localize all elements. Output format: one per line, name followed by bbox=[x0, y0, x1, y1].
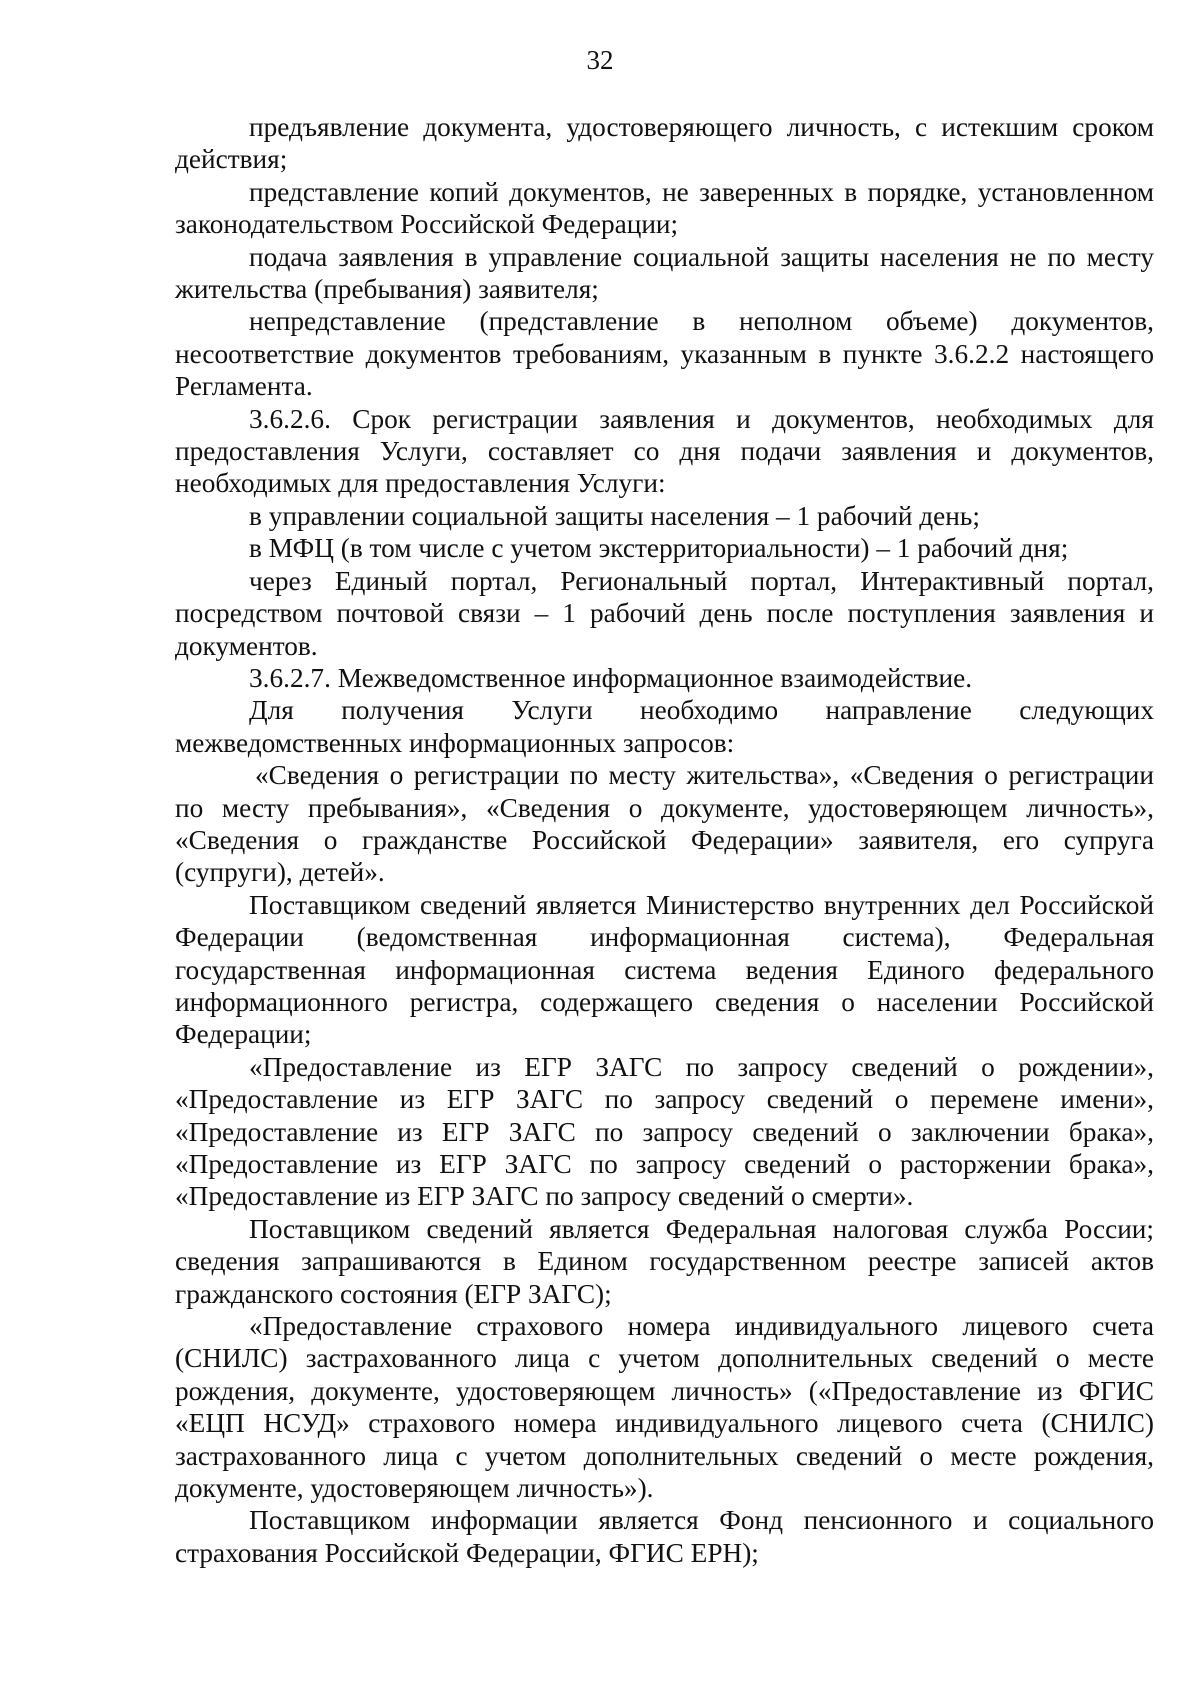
paragraph: «Сведения о регистрации по месту жительства», «Сведения о регистрации по месту пребывания», «Сведения о документе, удостоверяющем личность», «Сведения о гражданстве Российской Федерации» заявителя, его супруга (супруги), детей». bbox=[175, 760, 1154, 888]
paragraph: предъявление документа, удостоверяющего личность, с истекшим сроком действия; bbox=[175, 112, 1154, 175]
page-number: 32 bbox=[586, 45, 614, 75]
paragraph: Поставщиком информации является Фонд пенсионного и социального страхования Российской Федерации, ФГИС ЕРН); bbox=[175, 1505, 1154, 1568]
paragraph: «Предоставление страхового номера индивидуального лицевого счета (СНИЛС) застрахованного лица с учетом дополнительных сведений о месте рождения, документе, удостоверяющем личность» («Предоставление из ФГИС «ЕЦП НСУД» страхового номера индивидуального лицевого счета (СНИЛС) застрахованного лица с учетом дополнительных сведений о месте рождения, документе, удостоверяющем личность»). bbox=[175, 1311, 1154, 1504]
paragraph: «Предоставление из ЕГР ЗАГС по запросу сведений о рождении», «Предоставление из ЕГР ЗАГС по запросу сведений о перемене имени», «Предоставление из ЕГР ЗАГС по запросу сведений о заключении брака», «Предоставление из ЕГР ЗАГС по запросу сведений о расторжении брака», «Предоставление из ЕГР ЗАГС по запросу сведений о смерти». bbox=[175, 1051, 1154, 1212]
paragraph: 3.6.2.7. Межведомственное информационное взаимодействие. bbox=[249, 662, 973, 693]
paragraph: через Единый портал, Региональный портал, Интерактивный портал, посредством почтовой связи – 1 рабочий день после поступления заявления и документов. bbox=[175, 565, 1154, 661]
paragraph: Поставщиком сведений является Федеральная налоговая служба России; сведения запрашиваются в Едином государственном реестре записей актов гражданского состояния (ЕГР ЗАГС); bbox=[175, 1213, 1154, 1309]
paragraph: в управлении социальной защиты населения – 1 рабочий день; bbox=[249, 500, 980, 531]
paragraph: Поставщиком сведений является Министерство внутренних дел Российской Федерации (ведомственная информационная система), Федеральная государственная информационная система ведения Единого федерального информационного регистра, содержащего сведения о населении Российской Федерации; bbox=[175, 889, 1154, 1050]
paragraph: 3.6.2.6. Срок регистрации заявления и документов, необходимых для предоставления Услуги, составляет со дня подачи заявления и документов, необходимых для предоставления Услуги: bbox=[175, 403, 1154, 499]
paragraph: подача заявления в управление социальной защиты населения не по месту жительства (пребывания) заявителя; bbox=[175, 241, 1154, 305]
paragraph: непредставление (представление в неполном объеме) документов, несоответствие документов требованиям, указанным в пункте 3.6.2.2 настоящего Регламента. bbox=[175, 306, 1154, 402]
document-body bbox=[175, 111, 1154, 1569]
paragraph: в МФЦ (в том числе с учетом экстерриториальности) – 1 рабочий дня; bbox=[249, 533, 1069, 564]
paragraph: Для получения Услуги необходимо направление следующих межведомственных информационных запросов: bbox=[175, 695, 1154, 758]
paragraph: представление копий документов, не заверенных в порядке, установленном законодательством Российской Федерации; bbox=[175, 176, 1154, 240]
